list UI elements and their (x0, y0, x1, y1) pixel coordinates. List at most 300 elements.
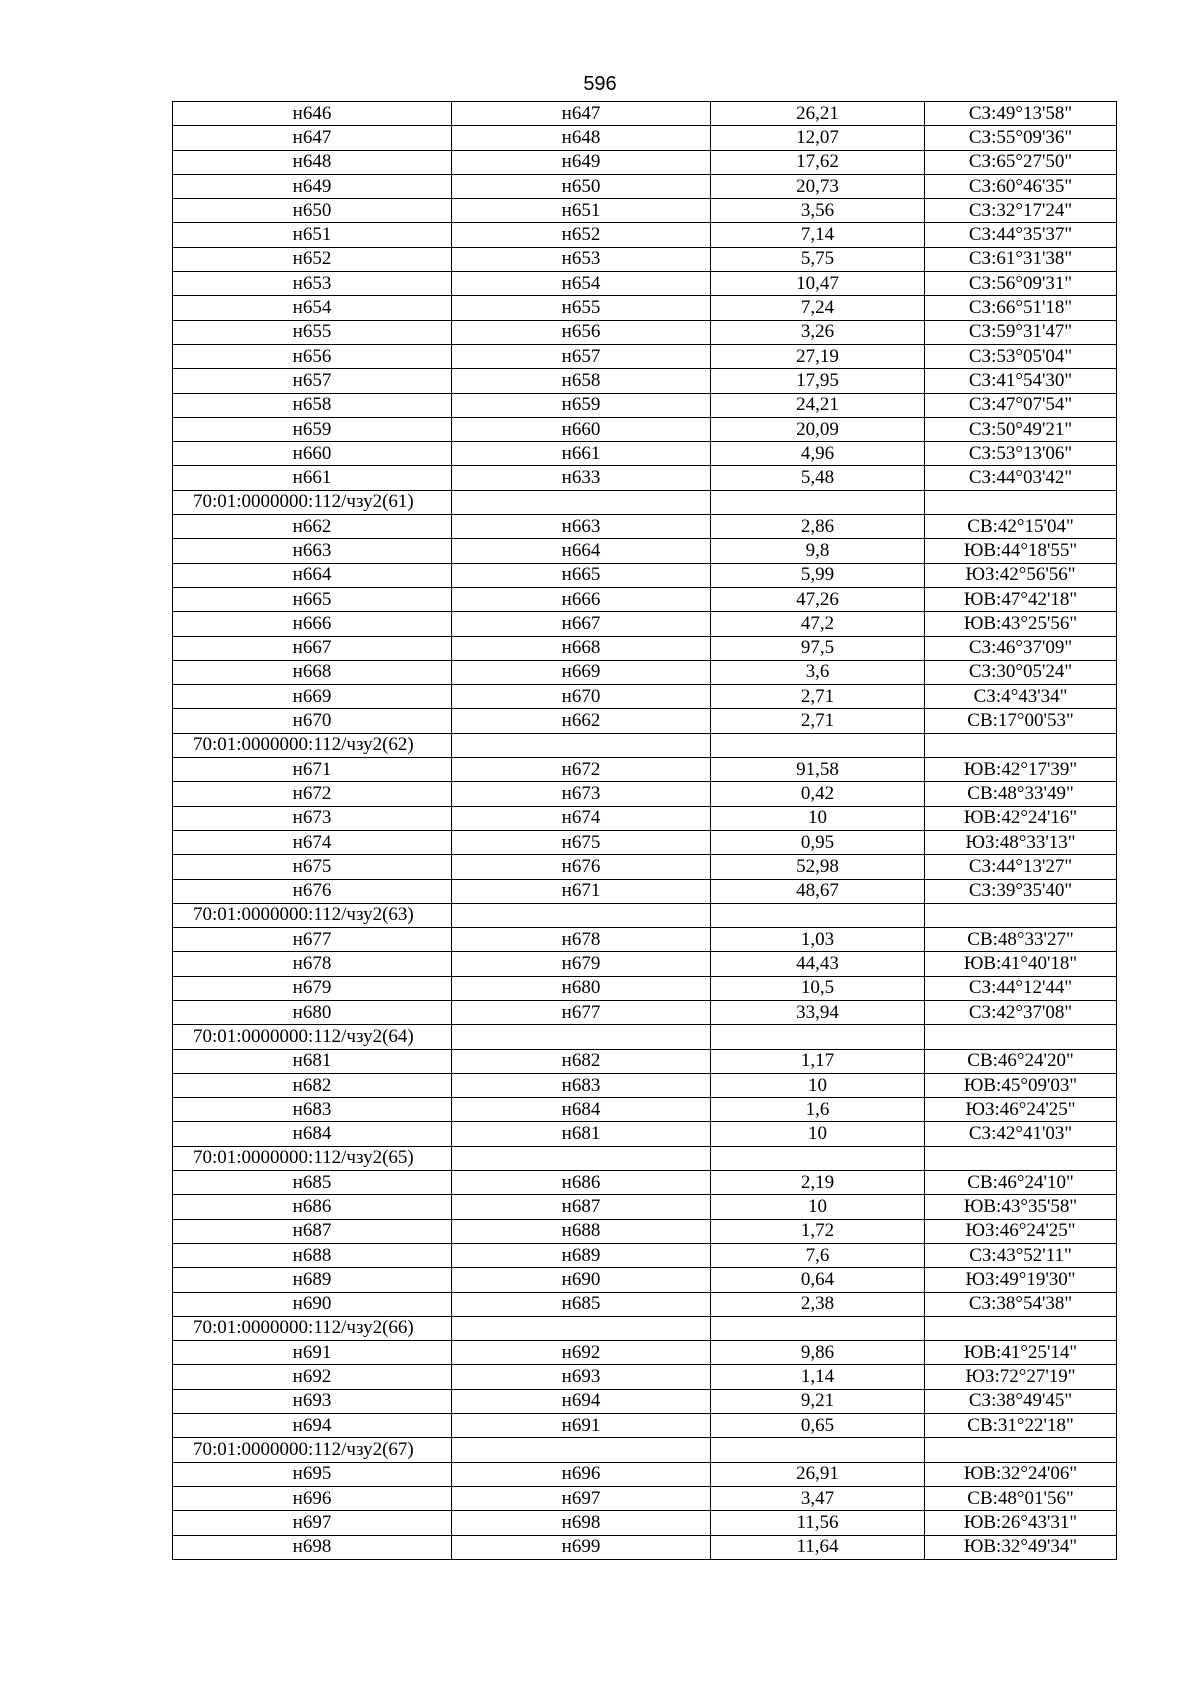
section-header-row (173, 733, 1117, 757)
bearing-cell: СЗ:46°37'09" (925, 636, 1117, 660)
bearing-cell: СЗ:55°09'36" (925, 126, 1117, 150)
table-row (173, 442, 1117, 466)
bearing-cell: СЗ:39°35'40" (925, 879, 1117, 903)
end-point-cell: н688 (452, 1219, 711, 1243)
bearing-cell: СЗ:49°13'58" (925, 102, 1117, 126)
length-cell: 1,03 (711, 928, 925, 952)
start-point-cell: н695 (173, 1462, 452, 1486)
table-row (173, 636, 1117, 660)
table-row (173, 1486, 1117, 1510)
length-cell: 10 (711, 806, 925, 830)
parcel-id-label: 70:01:0000000:112/чзу2(65) (173, 1146, 452, 1170)
empty-cell (711, 1316, 925, 1340)
bearing-cell: ЮВ:41°25'14" (925, 1341, 1117, 1365)
end-point-cell: н671 (452, 879, 711, 903)
parcel-id-label: 70:01:0000000:112/чзу2(63) (173, 903, 452, 927)
bearing-cell: СЗ:44°12'44" (925, 976, 1117, 1000)
start-point-cell: н674 (173, 830, 452, 854)
end-point-cell: н648 (452, 126, 711, 150)
empty-cell (711, 733, 925, 757)
empty-cell (452, 490, 711, 514)
empty-cell (925, 903, 1117, 927)
empty-cell (452, 1025, 711, 1049)
empty-cell (711, 903, 925, 927)
length-cell: 24,21 (711, 393, 925, 417)
bearing-cell: СЗ:59°31'47" (925, 320, 1117, 344)
length-cell: 2,38 (711, 1292, 925, 1316)
start-point-cell: н688 (173, 1243, 452, 1267)
start-point-cell: н689 (173, 1268, 452, 1292)
bearing-cell: ЮВ:45°09'03" (925, 1073, 1117, 1097)
empty-cell (711, 490, 925, 514)
length-cell: 1,6 (711, 1098, 925, 1122)
empty-cell (452, 1438, 711, 1462)
coordinates-table (172, 101, 1117, 1560)
table-row (173, 1511, 1117, 1535)
length-cell: 44,43 (711, 952, 925, 976)
bearing-cell: ЮЗ:46°24'25" (925, 1219, 1117, 1243)
bearing-cell: СЗ:42°41'03" (925, 1122, 1117, 1146)
table-row (173, 344, 1117, 368)
start-point-cell: н661 (173, 466, 452, 490)
length-cell: 7,6 (711, 1243, 925, 1267)
table-row (173, 952, 1117, 976)
length-cell: 26,21 (711, 102, 925, 126)
table-row (173, 709, 1117, 733)
start-point-cell: н653 (173, 272, 452, 296)
end-point-cell: н689 (452, 1243, 711, 1267)
table-row (173, 587, 1117, 611)
table-row (173, 1535, 1117, 1559)
start-point-cell: н697 (173, 1511, 452, 1535)
length-cell: 12,07 (711, 126, 925, 150)
end-point-cell: н681 (452, 1122, 711, 1146)
bearing-cell: СЗ:53°13'06" (925, 442, 1117, 466)
table-row (173, 1389, 1117, 1413)
section-header-row (173, 1146, 1117, 1170)
table-row (173, 1414, 1117, 1438)
section-header-row (173, 1025, 1117, 1049)
length-cell: 91,58 (711, 758, 925, 782)
end-point-cell: н669 (452, 660, 711, 684)
bearing-cell: СВ:48°01'56" (925, 1486, 1117, 1510)
table-row (173, 806, 1117, 830)
end-point-cell: н663 (452, 515, 711, 539)
bearing-cell: СВ:42°15'04" (925, 515, 1117, 539)
parcel-id-label: 70:01:0000000:112/чзу2(61) (173, 490, 452, 514)
table-row (173, 247, 1117, 271)
end-point-cell: н665 (452, 563, 711, 587)
table-row (173, 612, 1117, 636)
start-point-cell: н686 (173, 1195, 452, 1219)
bearing-cell: СВ:48°33'27" (925, 928, 1117, 952)
start-point-cell: н673 (173, 806, 452, 830)
end-point-cell: н696 (452, 1462, 711, 1486)
table-row (173, 1049, 1117, 1073)
end-point-cell: н686 (452, 1171, 711, 1195)
bearing-cell: СЗ:43°52'11" (925, 1243, 1117, 1267)
empty-cell (452, 733, 711, 757)
bearing-cell: СЗ:44°03'42" (925, 466, 1117, 490)
bearing-cell: СЗ:4°43'34" (925, 685, 1117, 709)
empty-cell (452, 903, 711, 927)
end-point-cell: н684 (452, 1098, 711, 1122)
table-row (173, 879, 1117, 903)
start-point-cell: н663 (173, 539, 452, 563)
length-cell: 20,73 (711, 174, 925, 198)
empty-cell (711, 1025, 925, 1049)
length-cell: 2,19 (711, 1171, 925, 1195)
bearing-cell: СВ:17°00'53" (925, 709, 1117, 733)
length-cell: 17,95 (711, 369, 925, 393)
start-point-cell: н676 (173, 879, 452, 903)
length-cell: 4,96 (711, 442, 925, 466)
bearing-cell: СЗ:44°35'37" (925, 223, 1117, 247)
length-cell: 1,17 (711, 1049, 925, 1073)
start-point-cell: н682 (173, 1073, 452, 1097)
length-cell: 2,86 (711, 515, 925, 539)
start-point-cell: н649 (173, 174, 452, 198)
table-row (173, 830, 1117, 854)
end-point-cell: н674 (452, 806, 711, 830)
length-cell: 47,2 (711, 612, 925, 636)
end-point-cell: н670 (452, 685, 711, 709)
start-point-cell: н669 (173, 685, 452, 709)
section-header-row (173, 490, 1117, 514)
parcel-id-label: 70:01:0000000:112/чзу2(62) (173, 733, 452, 757)
bearing-cell: СЗ:47°07'54" (925, 393, 1117, 417)
end-point-cell: н647 (452, 102, 711, 126)
table-row (173, 685, 1117, 709)
length-cell: 1,72 (711, 1219, 925, 1243)
length-cell: 47,26 (711, 587, 925, 611)
empty-cell (925, 490, 1117, 514)
end-point-cell: н651 (452, 199, 711, 223)
start-point-cell: н690 (173, 1292, 452, 1316)
start-point-cell: н651 (173, 223, 452, 247)
table-row (173, 660, 1117, 684)
empty-cell (925, 1025, 1117, 1049)
start-point-cell: н670 (173, 709, 452, 733)
bearing-cell: ЮВ:26°43'31" (925, 1511, 1117, 1535)
end-point-cell: н667 (452, 612, 711, 636)
bearing-cell: СЗ:60°46'35" (925, 174, 1117, 198)
start-point-cell: н660 (173, 442, 452, 466)
start-point-cell: н696 (173, 1486, 452, 1510)
end-point-cell: н661 (452, 442, 711, 466)
end-point-cell: н694 (452, 1389, 711, 1413)
length-cell: 10 (711, 1195, 925, 1219)
end-point-cell: н677 (452, 1000, 711, 1024)
empty-cell (711, 1438, 925, 1462)
bearing-cell: ЮВ:47°42'18" (925, 587, 1117, 611)
table-row (173, 199, 1117, 223)
end-point-cell: н652 (452, 223, 711, 247)
length-cell: 10,5 (711, 976, 925, 1000)
start-point-cell: н646 (173, 102, 452, 126)
end-point-cell: н692 (452, 1341, 711, 1365)
table-row (173, 272, 1117, 296)
end-point-cell: н676 (452, 855, 711, 879)
bearing-cell: ЮВ:43°35'58" (925, 1195, 1117, 1219)
length-cell: 5,48 (711, 466, 925, 490)
length-cell: 0,42 (711, 782, 925, 806)
end-point-cell: н683 (452, 1073, 711, 1097)
length-cell: 10 (711, 1122, 925, 1146)
end-point-cell: н675 (452, 830, 711, 854)
section-header-row (173, 903, 1117, 927)
table-row (173, 1098, 1117, 1122)
empty-cell (711, 1146, 925, 1170)
section-header-row (173, 1438, 1117, 1462)
length-cell: 3,26 (711, 320, 925, 344)
section-header-row (173, 1316, 1117, 1340)
table-row (173, 320, 1117, 344)
coordinates-table-body (173, 102, 1117, 1560)
table-row (173, 466, 1117, 490)
table-row (173, 296, 1117, 320)
length-cell: 27,19 (711, 344, 925, 368)
start-point-cell: н647 (173, 126, 452, 150)
end-point-cell: н699 (452, 1535, 711, 1559)
start-point-cell: н658 (173, 393, 452, 417)
end-point-cell: н650 (452, 174, 711, 198)
empty-cell (925, 1316, 1117, 1340)
table-row (173, 928, 1117, 952)
bearing-cell: ЮЗ:42°56'56" (925, 563, 1117, 587)
end-point-cell: н633 (452, 466, 711, 490)
page-number: 596 (583, 73, 617, 95)
bearing-cell: СВ:46°24'20" (925, 1049, 1117, 1073)
end-point-cell: н698 (452, 1511, 711, 1535)
table-row (173, 1219, 1117, 1243)
start-point-cell: н650 (173, 199, 452, 223)
table-row (173, 1243, 1117, 1267)
table-row (173, 782, 1117, 806)
length-cell: 2,71 (711, 709, 925, 733)
length-cell: 1,14 (711, 1365, 925, 1389)
start-point-cell: н685 (173, 1171, 452, 1195)
length-cell: 2,71 (711, 685, 925, 709)
table-row (173, 223, 1117, 247)
start-point-cell: н672 (173, 782, 452, 806)
end-point-cell: н659 (452, 393, 711, 417)
table-row (173, 369, 1117, 393)
end-point-cell: н658 (452, 369, 711, 393)
end-point-cell: н691 (452, 1414, 711, 1438)
bearing-cell: СВ:31°22'18" (925, 1414, 1117, 1438)
table-row (173, 126, 1117, 150)
start-point-cell: н671 (173, 758, 452, 782)
start-point-cell: н677 (173, 928, 452, 952)
length-cell: 17,62 (711, 150, 925, 174)
table-row (173, 1000, 1117, 1024)
length-cell: 5,75 (711, 247, 925, 271)
table-row (173, 1073, 1117, 1097)
end-point-cell: н693 (452, 1365, 711, 1389)
bearing-cell: СЗ:50°49'21" (925, 417, 1117, 441)
empty-cell (925, 1438, 1117, 1462)
end-point-cell: н654 (452, 272, 711, 296)
parcel-id-label: 70:01:0000000:112/чзу2(67) (173, 1438, 452, 1462)
end-point-cell: н678 (452, 928, 711, 952)
start-point-cell: н678 (173, 952, 452, 976)
bearing-cell: ЮЗ:48°33'13" (925, 830, 1117, 854)
table-row (173, 1171, 1117, 1195)
start-point-cell: н655 (173, 320, 452, 344)
end-point-cell: н657 (452, 344, 711, 368)
bearing-cell: ЮЗ:72°27'19" (925, 1365, 1117, 1389)
bearing-cell: СЗ:65°27'50" (925, 150, 1117, 174)
start-point-cell: н698 (173, 1535, 452, 1559)
length-cell: 48,67 (711, 879, 925, 903)
start-point-cell: н693 (173, 1389, 452, 1413)
table-row (173, 563, 1117, 587)
table-row (173, 417, 1117, 441)
start-point-cell: н679 (173, 976, 452, 1000)
bearing-cell: СВ:46°24'10" (925, 1171, 1117, 1195)
table-row (173, 150, 1117, 174)
length-cell: 11,64 (711, 1535, 925, 1559)
bearing-cell: ЮЗ:49°19'30" (925, 1268, 1117, 1292)
length-cell: 52,98 (711, 855, 925, 879)
start-point-cell: н652 (173, 247, 452, 271)
bearing-cell: ЮВ:44°18'55" (925, 539, 1117, 563)
bearing-cell: СЗ:53°05'04" (925, 344, 1117, 368)
table-row (173, 1122, 1117, 1146)
end-point-cell: н666 (452, 587, 711, 611)
bearing-cell: ЮВ:43°25'56" (925, 612, 1117, 636)
end-point-cell: н685 (452, 1292, 711, 1316)
start-point-cell: н654 (173, 296, 452, 320)
bearing-cell: СЗ:42°37'08" (925, 1000, 1117, 1024)
parcel-id-label: 70:01:0000000:112/чзу2(64) (173, 1025, 452, 1049)
start-point-cell: н667 (173, 636, 452, 660)
end-point-cell: н673 (452, 782, 711, 806)
table-row (173, 758, 1117, 782)
bearing-cell: ЮВ:32°49'34" (925, 1535, 1117, 1559)
length-cell: 3,47 (711, 1486, 925, 1510)
empty-cell (452, 1146, 711, 1170)
table-row (173, 1462, 1117, 1486)
length-cell: 9,8 (711, 539, 925, 563)
start-point-cell: н684 (173, 1122, 452, 1146)
start-point-cell: н664 (173, 563, 452, 587)
length-cell: 11,56 (711, 1511, 925, 1535)
table-row (173, 1292, 1117, 1316)
end-point-cell: н662 (452, 709, 711, 733)
table-row (173, 102, 1117, 126)
length-cell: 9,21 (711, 1389, 925, 1413)
start-point-cell: н680 (173, 1000, 452, 1024)
start-point-cell: н666 (173, 612, 452, 636)
length-cell: 0,64 (711, 1268, 925, 1292)
end-point-cell: н653 (452, 247, 711, 271)
end-point-cell: н649 (452, 150, 711, 174)
bearing-cell: ЮВ:42°24'16" (925, 806, 1117, 830)
end-point-cell: н656 (452, 320, 711, 344)
end-point-cell: н682 (452, 1049, 711, 1073)
table-row (173, 1341, 1117, 1365)
start-point-cell: н691 (173, 1341, 452, 1365)
end-point-cell: н697 (452, 1486, 711, 1510)
table-row (173, 174, 1117, 198)
start-point-cell: н659 (173, 417, 452, 441)
length-cell: 7,24 (711, 296, 925, 320)
length-cell: 7,14 (711, 223, 925, 247)
end-point-cell: н655 (452, 296, 711, 320)
bearing-cell: СЗ:61°31'38" (925, 247, 1117, 271)
table-row (173, 855, 1117, 879)
end-point-cell: н680 (452, 976, 711, 1000)
start-point-cell: н683 (173, 1098, 452, 1122)
end-point-cell: н660 (452, 417, 711, 441)
length-cell: 9,86 (711, 1341, 925, 1365)
bearing-cell: СЗ:44°13'27" (925, 855, 1117, 879)
table-row (173, 1195, 1117, 1219)
start-point-cell: н692 (173, 1365, 452, 1389)
start-point-cell: н662 (173, 515, 452, 539)
bearing-cell: СЗ:38°49'45" (925, 1389, 1117, 1413)
end-point-cell: н664 (452, 539, 711, 563)
length-cell: 33,94 (711, 1000, 925, 1024)
start-point-cell: н657 (173, 369, 452, 393)
end-point-cell: н690 (452, 1268, 711, 1292)
start-point-cell: н687 (173, 1219, 452, 1243)
end-point-cell: н687 (452, 1195, 711, 1219)
end-point-cell: н668 (452, 636, 711, 660)
table-row (173, 1365, 1117, 1389)
length-cell: 97,5 (711, 636, 925, 660)
empty-cell (452, 1316, 711, 1340)
parcel-id-label: 70:01:0000000:112/чзу2(66) (173, 1316, 452, 1340)
start-point-cell: н665 (173, 587, 452, 611)
bearing-cell: СВ:48°33'49" (925, 782, 1117, 806)
table-row (173, 515, 1117, 539)
bearing-cell: СЗ:41°54'30" (925, 369, 1117, 393)
empty-cell (925, 733, 1117, 757)
bearing-cell: ЮВ:42°17'39" (925, 758, 1117, 782)
end-point-cell: н672 (452, 758, 711, 782)
table-row (173, 393, 1117, 417)
table-row (173, 976, 1117, 1000)
length-cell: 26,91 (711, 1462, 925, 1486)
length-cell: 0,95 (711, 830, 925, 854)
length-cell: 5,99 (711, 563, 925, 587)
start-point-cell: н675 (173, 855, 452, 879)
bearing-cell: СЗ:56°09'31" (925, 272, 1117, 296)
bearing-cell: СЗ:66°51'18" (925, 296, 1117, 320)
length-cell: 10,47 (711, 272, 925, 296)
start-point-cell: н648 (173, 150, 452, 174)
bearing-cell: ЮЗ:46°24'25" (925, 1098, 1117, 1122)
empty-cell (925, 1146, 1117, 1170)
length-cell: 0,65 (711, 1414, 925, 1438)
bearing-cell: СЗ:38°54'38" (925, 1292, 1117, 1316)
start-point-cell: н681 (173, 1049, 452, 1073)
bearing-cell: СЗ:30°05'24" (925, 660, 1117, 684)
length-cell: 20,09 (711, 417, 925, 441)
bearing-cell: ЮВ:41°40'18" (925, 952, 1117, 976)
bearing-cell: ЮВ:32°24'06" (925, 1462, 1117, 1486)
length-cell: 10 (711, 1073, 925, 1097)
length-cell: 3,56 (711, 199, 925, 223)
bearing-cell: СЗ:32°17'24" (925, 199, 1117, 223)
table-row (173, 1268, 1117, 1292)
start-point-cell: н668 (173, 660, 452, 684)
table-row (173, 539, 1117, 563)
end-point-cell: н679 (452, 952, 711, 976)
